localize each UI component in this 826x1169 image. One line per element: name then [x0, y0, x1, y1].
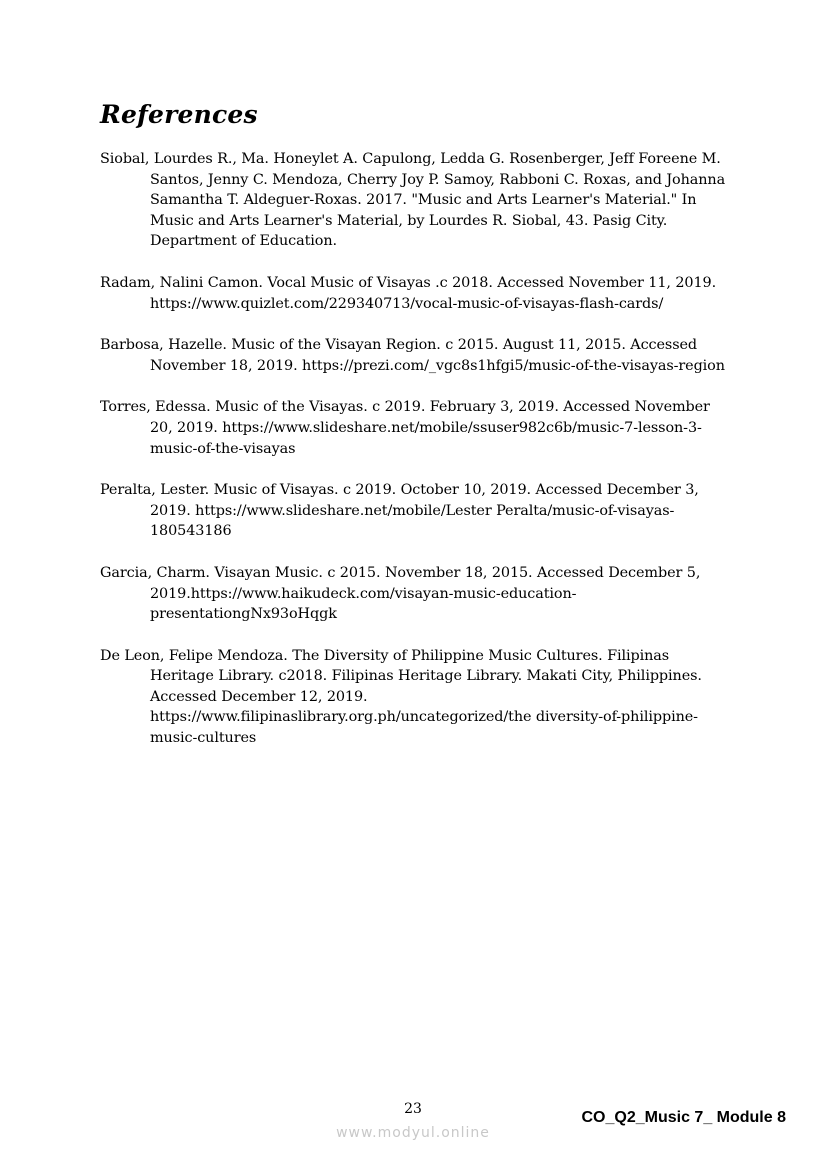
- reference-item: Peralta, Lester. Music of Visayas. c 2019. October 10, 2019. Accessed December 3, 2019. https://www.slideshare.net/mobile/Lester Peralta/music-of-visayas-180543186: [100, 482, 699, 540]
- reference-item: Siobal, Lourdes R., Ma. Honeylet A. Capulong, Ledda G. Rosenberger, Jeff Foreene M. Santos, Jenny C. Mendoza, Cherry Joy P. Samoy, Rabboni C. Roxas, and Johanna Samantha T. Aldeguer-Roxas. 2017. "Music and Arts Learner's Material." In Music and Arts Learner's Material, by Lourdes R. Siobal, 43. Pasig City. Department of Education.: [100, 151, 726, 250]
- watermark: www.modyul.online: [336, 1125, 490, 1141]
- reference-item: Radam, Nalini Camon. Vocal Music of Visayas .c 2018. Accessed November 11, 2019. https://www.quizlet.com/229340713/vocal-music-of-visayas-flash-cards/: [100, 274, 717, 312]
- reference-item: Barbosa, Hazelle. Music of the Visayan Region. c 2015. August 11, 2015. Accessed November 18, 2019. https://prezi.com/_vgc8s1hfgi5/music-of-the-visayas-region: [100, 337, 725, 374]
- reference-item: Garcia, Charm. Visayan Music. c 2015. November 18, 2015. Accessed December 5, 2019.https://www.haikudeck.com/visayan-music-education-presentationgNx93oHqgk: [100, 564, 701, 623]
- module-label: CO_Q2_Music 7_ Module 8: [581, 1109, 786, 1126]
- page-title: References: [100, 100, 258, 129]
- page-number: 23: [404, 1101, 422, 1117]
- reference-list: [100, 149, 730, 770]
- reference-item: Torres, Edessa. Music of the Visayas. c 2019. February 3, 2019. Accessed November 20, 2019. https://www.slideshare.net/mobile/ssuser982c6b/music-7-lesson-3-music-of-the-visayas: [100, 399, 710, 457]
- reference-item: De Leon, Felipe Mendoza. The Diversity of Philippine Music Cultures. Filipinas Heritage Library. c2018. Filipinas Heritage Library. Makati City, Philippines. Accessed December 12, 2019. https://www.filipinaslibrary.org.ph/uncategorized/the diversity-of-philippine-music-cultures: [100, 647, 702, 747]
